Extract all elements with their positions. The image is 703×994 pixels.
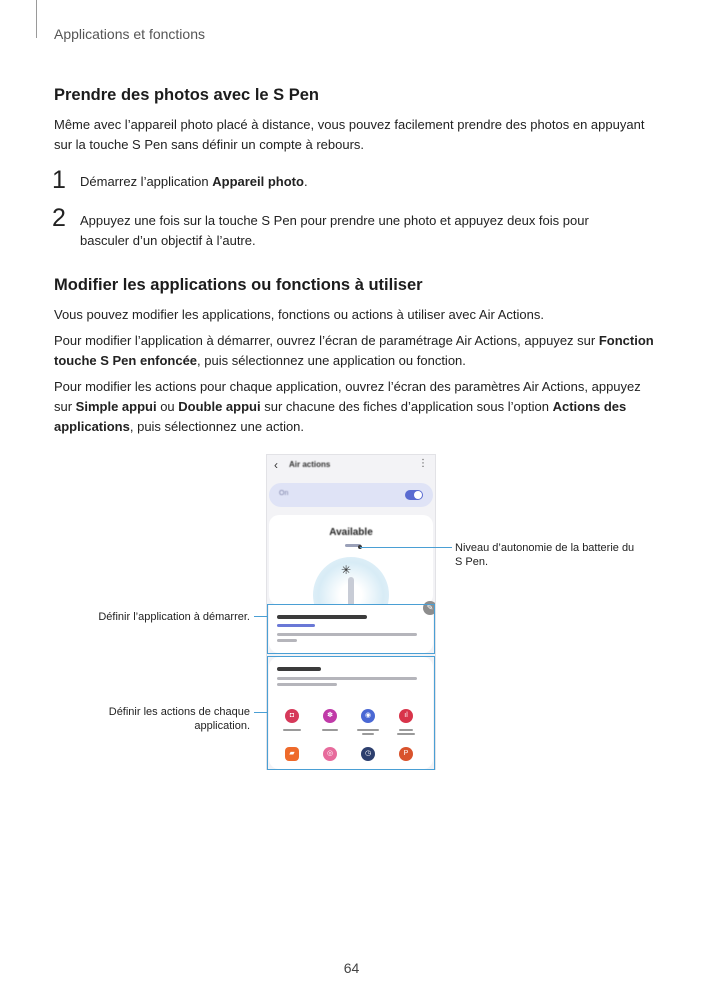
- more-options-icon: ⋮: [418, 458, 428, 469]
- samsung-notes-icon: ◉: [361, 709, 375, 723]
- text-bold: Actions des applications: [54, 399, 627, 434]
- s-pen-icon: [348, 577, 354, 605]
- paragraph: [54, 377, 654, 437]
- powerpoint-icon: P: [399, 747, 413, 761]
- toggle-switch-icon: [405, 490, 423, 500]
- gallery-icon: ✽: [323, 709, 337, 723]
- app-name-camera: Appareil photo: [212, 174, 304, 189]
- page-number: 64: [343, 960, 360, 976]
- callout-launch-app: Définir l’application à démarrer.: [98, 611, 250, 623]
- phone-top-bar: [267, 455, 435, 477]
- step-text: [80, 172, 640, 192]
- app-actions-leader-line: [254, 712, 268, 713]
- text-bold: Double appui: [178, 399, 261, 414]
- edit-pencil-icon: ✎: [423, 601, 436, 615]
- section-intro: Même avec l’appareil photo placé à distance, vous pouvez facilement prendre des photos en appuyant sur la touche S Pen sans définir un compte à rebours.: [54, 117, 645, 152]
- callout-battery-level: Niveau d’autonomie de la batterie du S Pen.: [455, 542, 635, 568]
- step-text: Appuyez une fois sur la touche S Pen pour prendre une photo et appuyez deux fois pour basculer d’un objectif à l’autre.: [80, 213, 589, 248]
- launch-app-leader-line: [254, 616, 268, 617]
- text-run: ou: [156, 399, 179, 414]
- text-run: Pour modifier l’application à démarrer, ouvrez l’écran de paramétrage Air Actions, appuyez sur: [54, 333, 599, 348]
- paragraph: Vous pouvez modifier les applications, fonctions ou actions à utiliser avec Air Actions.: [54, 307, 544, 322]
- step-text-end: .: [303, 174, 308, 189]
- text-run: sur chacune des fiches d’application sous l’option: [260, 399, 553, 414]
- step-number: 2: [52, 204, 66, 232]
- clock-icon: ◷: [361, 747, 375, 761]
- page-margin-rule: [36, 0, 37, 38]
- callout-app-actions: Définir les actions de chaque application.: [108, 706, 250, 732]
- highlight-box-launch-app: [267, 604, 435, 654]
- paragraph: [54, 331, 654, 371]
- air-actions-toggle-row: [269, 483, 433, 507]
- camera-icon: ◘: [285, 709, 299, 723]
- running-header: Applications et fonctions: [54, 26, 205, 42]
- sparkle-icon: ✳: [341, 563, 352, 577]
- status-card: [269, 515, 433, 605]
- voice-recorder-icon: ıl: [399, 709, 413, 723]
- back-icon: ‹: [274, 458, 278, 472]
- phone-screen-title: Air actions: [289, 460, 331, 469]
- section-title-modify: Modifier les applications ou fonctions à utiliser: [54, 276, 423, 294]
- text-run: , puis sélectionnez une action.: [129, 419, 305, 434]
- step-number: 1: [52, 166, 66, 194]
- text-bold: Simple appui: [75, 399, 157, 414]
- pen-status: Available: [329, 527, 373, 538]
- toggle-label: On: [279, 490, 289, 497]
- battery-leader-line: [360, 547, 452, 548]
- section-title-photos: Prendre des photos avec le S Pen: [54, 86, 320, 104]
- text-bold: Fonction touche S Pen enfoncée: [54, 333, 654, 368]
- highlight-box-app-actions: [267, 656, 435, 770]
- text-run: , puis sélectionnez une application ou fonction.: [197, 353, 466, 368]
- text-run: Pour modifier les actions pour chaque application, ouvrez l’écran des paramètres Air Actions, appuyez sur: [54, 379, 641, 414]
- bixby-icon: ◎: [323, 747, 337, 761]
- step-text-start: Démarrez l’application: [80, 174, 213, 189]
- notes-icon: ▰: [285, 747, 299, 761]
